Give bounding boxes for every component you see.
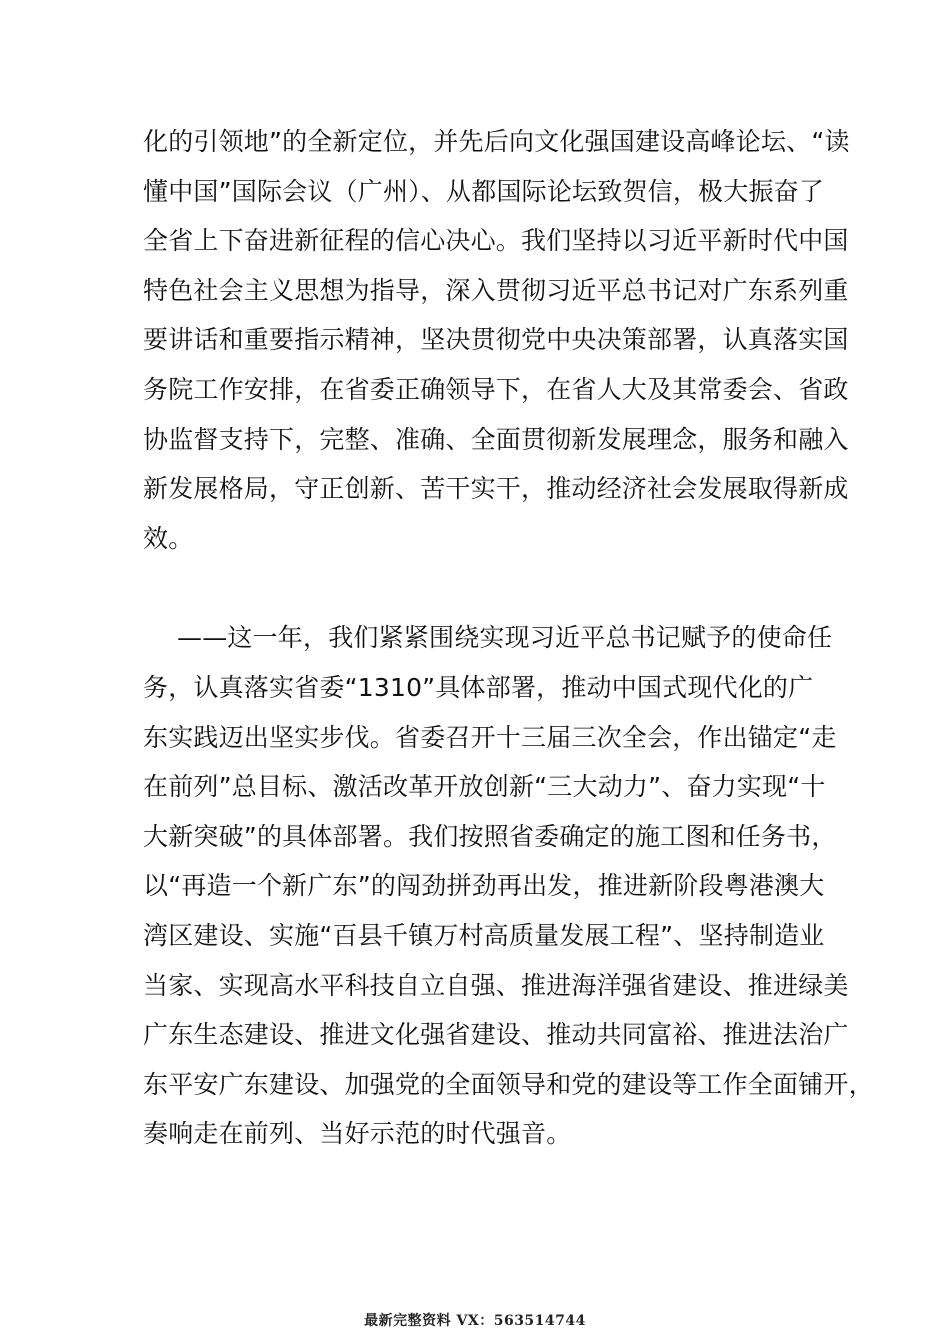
text-line: 协监督支持下，完整、准确、全面贯彻新发展理念，服务和融入 — [143, 424, 849, 454]
text-line: 以“再造一个新广东”的闯劲拼劲再出发，推进新阶段粤港澳大 — [143, 871, 825, 901]
text-line: 湾区建设、实施“百县千镇万村高质量发展工程”、坚持制造业 — [143, 920, 825, 950]
text-line: 在前列”总目标、激活改革开放创新“三大动力”、奋力实现“十 — [143, 772, 826, 802]
paragraph — [143, 117, 850, 563]
text-line: 新发展格局，守正创新、苦干实干，推动经济社会发展取得新成 — [143, 474, 849, 504]
text-line: 要讲话和重要指示精神，坚决贯彻党中央决策部署，认真落实国 — [143, 325, 849, 355]
text-line: 效。 — [143, 523, 194, 553]
footer-contact-note: 最新完整资料 VX：563514744 — [364, 1313, 586, 1329]
text-line: 务，认真落实省委“1310”具体部署，推动中国式现代化的广 — [143, 672, 814, 702]
text-line: ——这一年，我们紧紧围绕实现习近平总书记赋予的使命任 — [177, 623, 833, 653]
paragraph-spacer — [143, 563, 823, 613]
text-line: 全省上下奋进新征程的信心决心。我们坚持以习近平新时代中国 — [143, 226, 849, 256]
paragraph — [143, 613, 874, 1159]
document-body — [143, 117, 874, 1159]
text-line: 广东生态建设、推进文化强省建设、推动共同富裕、推进法治广 — [143, 1020, 849, 1050]
text-line: 特色社会主义思想为指导，深入贯彻习近平总书记对广东系列重 — [143, 275, 849, 305]
text-line: 东平安广东建设、加强党的全面领导和党的建设等工作全面铺开， — [143, 1069, 874, 1099]
text-line: 懂中国”国际会议（广州）、从都国际论坛致贺信，极大振奋了 — [143, 176, 825, 206]
text-line: 东实践迈出坚实步伐。省委召开十三届三次全会，作出锚定“走 — [143, 722, 837, 752]
text-line: 化的引领地”的全新定位，并先后向文化强国建设高峰论坛、“读 — [143, 127, 850, 156]
text-line: 奏响走在前列、当好示范的时代强音。 — [143, 1119, 572, 1149]
text-line: 务院工作安排，在省委正确领导下，在省人大及其常委会、省政 — [143, 374, 849, 404]
text-line: 当家、实现高水平科技自立自强、推进海洋强省建设、推进绿美 — [143, 970, 849, 1000]
text-line: 大新突破”的具体部署。我们按照省委确定的施工图和任务书， — [143, 821, 837, 851]
